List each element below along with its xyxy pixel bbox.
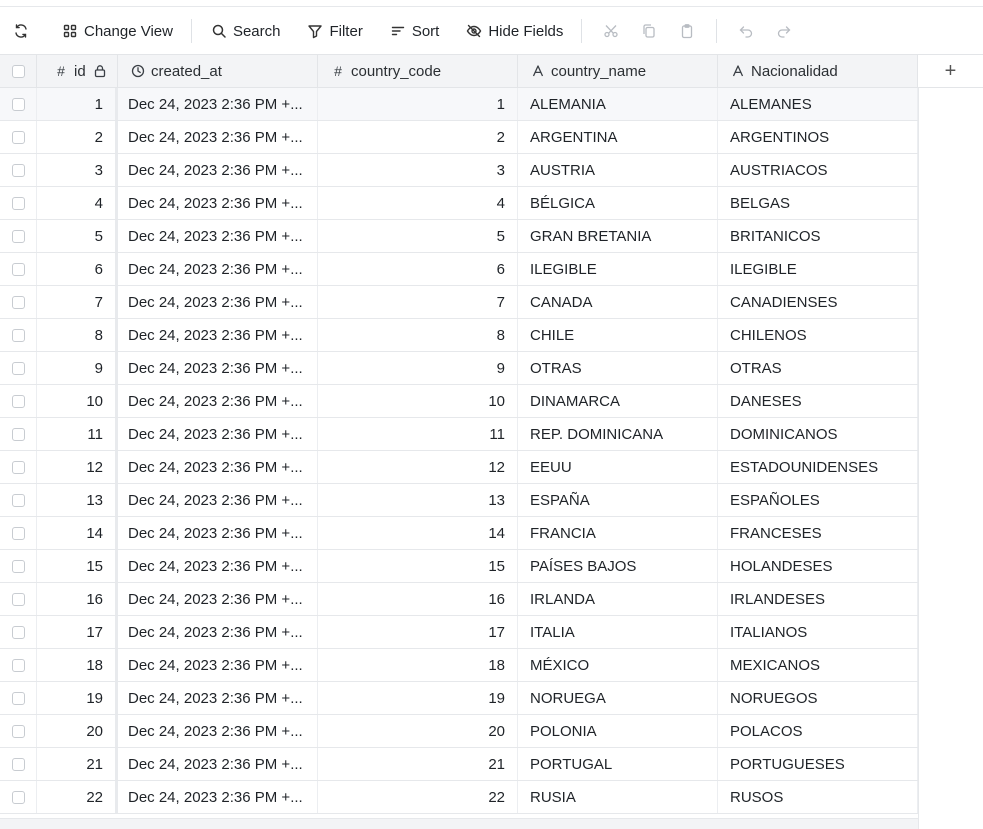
cell-id[interactable]: 17 xyxy=(37,616,118,648)
add-column-button[interactable] xyxy=(918,54,983,88)
row-checkbox[interactable] xyxy=(12,758,25,771)
table-row[interactable] xyxy=(0,187,918,220)
cell-id[interactable]: 5 xyxy=(37,220,118,252)
row-checkbox[interactable] xyxy=(12,527,25,540)
row-checkbox[interactable] xyxy=(12,131,25,144)
cell-country-code[interactable]: 2 xyxy=(318,121,518,153)
cell-id[interactable]: 21 xyxy=(37,748,118,780)
refresh-icon xyxy=(13,23,29,39)
cell-nacionalidad[interactable]: OTRAS xyxy=(718,352,918,384)
cell-nacionalidad[interactable]: HOLANDESES xyxy=(718,550,918,582)
cell-country-code[interactable]: 21 xyxy=(318,748,518,780)
cell-country-name[interactable]: GRAN BRETANIA xyxy=(518,220,718,252)
cell-nacionalidad[interactable]: BELGAS xyxy=(718,187,918,219)
row-select-cell[interactable] xyxy=(0,352,37,384)
cell-id[interactable]: 10 xyxy=(37,385,118,417)
row-checkbox[interactable] xyxy=(12,263,25,276)
cell-country-name[interactable]: NORUEGA xyxy=(518,682,718,714)
column-header-label: Nacionalidad xyxy=(751,62,838,80)
cell-id[interactable]: 9 xyxy=(37,352,118,384)
row-checkbox[interactable] xyxy=(12,461,25,474)
sort-icon xyxy=(389,22,407,40)
cell-created-at[interactable]: Dec 24, 2023 2:36 PM +... xyxy=(118,385,318,417)
row-select-cell[interactable] xyxy=(0,154,37,186)
cell-created-at[interactable]: Dec 24, 2023 2:36 PM +... xyxy=(118,121,318,153)
cell-country-name[interactable]: POLONIA xyxy=(518,715,718,747)
row-select-cell[interactable] xyxy=(0,649,37,681)
cell-created-at[interactable]: Dec 24, 2023 2:36 PM +... xyxy=(118,253,318,285)
paste-button[interactable] xyxy=(672,16,702,46)
cell-created-at[interactable]: Dec 24, 2023 2:36 PM +... xyxy=(118,154,318,186)
toolbar-divider xyxy=(716,19,717,43)
cell-nacionalidad[interactable]: RUSOS xyxy=(718,781,918,813)
table-row[interactable] xyxy=(0,748,918,781)
row-checkbox[interactable] xyxy=(12,296,25,309)
table-row[interactable] xyxy=(0,583,918,616)
cell-created-at[interactable]: Dec 24, 2023 2:36 PM +... xyxy=(118,682,318,714)
table-row[interactable] xyxy=(0,121,918,154)
row-checkbox[interactable] xyxy=(12,329,25,342)
row-checkbox[interactable] xyxy=(12,494,25,507)
table-row[interactable] xyxy=(0,616,918,649)
lock-icon xyxy=(92,63,108,79)
cell-id[interactable]: 16 xyxy=(37,583,118,615)
cell-country-name[interactable]: ARGENTINA xyxy=(518,121,718,153)
cell-country-name[interactable]: RUSIA xyxy=(518,781,718,813)
table-row[interactable] xyxy=(0,88,918,121)
redo-button[interactable] xyxy=(769,16,799,46)
text-type-icon xyxy=(530,63,546,79)
table-header xyxy=(0,54,918,88)
cell-id[interactable]: 18 xyxy=(37,649,118,681)
change-view-button[interactable] xyxy=(53,16,181,46)
cut-button[interactable] xyxy=(596,16,626,46)
search-label: Search xyxy=(232,22,281,40)
cell-country-code[interactable]: 18 xyxy=(318,649,518,681)
column-header-label: created_at xyxy=(151,62,222,80)
cell-country-code[interactable]: 7 xyxy=(318,286,518,318)
cell-id[interactable]: 13 xyxy=(37,484,118,516)
cell-created-at[interactable]: Dec 24, 2023 2:36 PM +... xyxy=(118,88,318,120)
hide-fields-label: Hide Fields xyxy=(488,22,564,40)
redo-icon xyxy=(776,23,792,39)
cell-created-at[interactable]: Dec 24, 2023 2:36 PM +... xyxy=(118,484,318,516)
row-checkbox[interactable] xyxy=(12,362,25,375)
cell-id[interactable]: 2 xyxy=(37,121,118,153)
table-row[interactable] xyxy=(0,286,918,319)
cell-nacionalidad[interactable]: PORTUGUESES xyxy=(718,748,918,780)
copy-icon xyxy=(641,23,657,39)
search-button[interactable] xyxy=(202,16,289,46)
sort-button[interactable] xyxy=(381,16,448,46)
column-header-created-at[interactable] xyxy=(118,55,318,87)
row-checkbox[interactable] xyxy=(12,692,25,705)
table-body xyxy=(0,88,918,814)
cell-country-name[interactable]: CHILE xyxy=(518,319,718,351)
cell-nacionalidad[interactable]: ESTADOUNIDENSES xyxy=(718,451,918,483)
cell-country-name[interactable]: MÉXICO xyxy=(518,649,718,681)
cell-created-at[interactable]: Dec 24, 2023 2:36 PM +... xyxy=(118,319,318,351)
cell-created-at[interactable]: Dec 24, 2023 2:36 PM +... xyxy=(118,616,318,648)
toolbar xyxy=(0,8,983,54)
column-header-label: id xyxy=(74,62,86,80)
cell-country-code[interactable]: 13 xyxy=(318,484,518,516)
cell-country-name[interactable]: ITALIA xyxy=(518,616,718,648)
sort-label: Sort xyxy=(411,22,440,40)
cell-country-code[interactable]: 3 xyxy=(318,154,518,186)
row-select-cell[interactable] xyxy=(0,682,37,714)
table-row[interactable] xyxy=(0,517,918,550)
cell-country-name[interactable]: IRLANDA xyxy=(518,583,718,615)
cell-id[interactable]: 12 xyxy=(37,451,118,483)
plus-icon: + xyxy=(944,59,957,82)
cell-nacionalidad[interactable]: ILEGIBLE xyxy=(718,253,918,285)
cell-country-code[interactable]: 22 xyxy=(318,781,518,813)
cell-id[interactable]: 20 xyxy=(37,715,118,747)
cell-country-code[interactable]: 5 xyxy=(318,220,518,252)
row-checkbox[interactable] xyxy=(12,659,25,672)
cell-created-at[interactable]: Dec 24, 2023 2:36 PM +... xyxy=(118,550,318,582)
hide-fields-button[interactable] xyxy=(457,16,571,46)
cell-created-at[interactable]: Dec 24, 2023 2:36 PM +... xyxy=(118,187,318,219)
cell-created-at[interactable]: Dec 24, 2023 2:36 PM +... xyxy=(118,715,318,747)
cell-country-code[interactable]: 8 xyxy=(318,319,518,351)
column-header-label: country_code xyxy=(351,62,442,80)
cell-country-code[interactable]: 4 xyxy=(318,187,518,219)
cell-country-name[interactable]: AUSTRIA xyxy=(518,154,718,186)
row-select-cell[interactable] xyxy=(0,253,37,285)
cell-id[interactable]: 7 xyxy=(37,286,118,318)
clock-icon xyxy=(130,63,146,79)
table-row[interactable] xyxy=(0,781,918,814)
cell-nacionalidad[interactable]: NORUEGOS xyxy=(718,682,918,714)
table-row[interactable] xyxy=(0,451,918,484)
column-header-id[interactable] xyxy=(37,55,118,87)
cell-nacionalidad[interactable]: CANADIENSES xyxy=(718,286,918,318)
cell-country-name[interactable]: FRANCIA xyxy=(518,517,718,549)
row-checkbox[interactable] xyxy=(12,230,25,243)
table-row[interactable] xyxy=(0,418,918,451)
clipboard-icon xyxy=(679,23,695,39)
filter-icon xyxy=(306,22,324,40)
copy-button[interactable] xyxy=(634,16,664,46)
cell-created-at[interactable]: Dec 24, 2023 2:36 PM +... xyxy=(118,517,318,549)
empty-area xyxy=(918,88,983,829)
cell-country-code[interactable]: 16 xyxy=(318,583,518,615)
row-select-cell[interactable] xyxy=(0,88,37,120)
row-checkbox[interactable] xyxy=(12,428,25,441)
table-row[interactable] xyxy=(0,154,918,187)
row-select-cell[interactable] xyxy=(0,451,37,483)
scissors-icon xyxy=(603,23,619,39)
row-select-cell[interactable] xyxy=(0,187,37,219)
change-view-label: Change View xyxy=(84,22,173,40)
table-row[interactable] xyxy=(0,649,918,682)
select-all-cell[interactable] xyxy=(0,55,37,87)
cell-nacionalidad[interactable]: AUSTRIACOS xyxy=(718,154,918,186)
cell-country-code[interactable]: 19 xyxy=(318,682,518,714)
row-select-cell[interactable] xyxy=(0,715,37,747)
row-select-cell[interactable] xyxy=(0,748,37,780)
cell-id[interactable]: 4 xyxy=(37,187,118,219)
grid-icon xyxy=(61,22,79,40)
cell-country-name[interactable]: REP. DOMINICANA xyxy=(518,418,718,450)
cell-created-at[interactable]: Dec 24, 2023 2:36 PM +... xyxy=(118,286,318,318)
cell-country-code[interactable]: 9 xyxy=(318,352,518,384)
row-checkbox[interactable] xyxy=(12,395,25,408)
cell-country-code[interactable]: 6 xyxy=(318,253,518,285)
row-select-cell[interactable] xyxy=(0,616,37,648)
undo-icon xyxy=(738,23,754,39)
row-checkbox[interactable] xyxy=(12,560,25,573)
cell-country-code[interactable]: 15 xyxy=(318,550,518,582)
number-type-icon: # xyxy=(57,63,65,79)
row-checkbox[interactable] xyxy=(12,164,25,177)
column-header-nacionalidad[interactable] xyxy=(718,55,918,87)
cell-created-at[interactable]: Dec 24, 2023 2:36 PM +... xyxy=(118,220,318,252)
cell-country-name[interactable]: BÉLGICA xyxy=(518,187,718,219)
refresh-button[interactable] xyxy=(6,16,36,46)
table-row[interactable] xyxy=(0,550,918,583)
row-select-cell[interactable] xyxy=(0,220,37,252)
cell-id[interactable]: 22 xyxy=(37,781,118,813)
row-checkbox[interactable] xyxy=(12,197,25,210)
row-checkbox[interactable] xyxy=(12,593,25,606)
cell-nacionalidad[interactable]: ARGENTINOS xyxy=(718,121,918,153)
cell-id[interactable]: 1 xyxy=(37,88,118,120)
cell-nacionalidad[interactable]: POLACOS xyxy=(718,715,918,747)
cell-id[interactable]: 15 xyxy=(37,550,118,582)
cell-nacionalidad[interactable]: ITALIANOS xyxy=(718,616,918,648)
table-row[interactable] xyxy=(0,484,918,517)
cell-country-name[interactable]: ILEGIBLE xyxy=(518,253,718,285)
cell-id[interactable]: 14 xyxy=(37,517,118,549)
cell-country-code[interactable]: 12 xyxy=(318,451,518,483)
eye-off-icon xyxy=(465,22,483,40)
cell-id[interactable]: 3 xyxy=(37,154,118,186)
cell-country-name[interactable]: DINAMARCA xyxy=(518,385,718,417)
cell-nacionalidad[interactable]: FRANCESES xyxy=(718,517,918,549)
row-checkbox[interactable] xyxy=(12,626,25,639)
row-select-cell[interactable] xyxy=(0,583,37,615)
row-select-cell[interactable] xyxy=(0,781,37,813)
cell-country-name[interactable]: EEUU xyxy=(518,451,718,483)
cell-id[interactable]: 19 xyxy=(37,682,118,714)
cell-nacionalidad[interactable]: ALEMANES xyxy=(718,88,918,120)
search-icon xyxy=(210,22,228,40)
cell-country-name[interactable]: ALEMANIA xyxy=(518,88,718,120)
cell-country-name[interactable]: OTRAS xyxy=(518,352,718,384)
cell-country-code[interactable]: 11 xyxy=(318,418,518,450)
cell-nacionalidad[interactable]: BRITANICOS xyxy=(718,220,918,252)
table-row[interactable] xyxy=(0,385,918,418)
cell-created-at[interactable]: Dec 24, 2023 2:36 PM +... xyxy=(118,781,318,813)
cell-id[interactable]: 6 xyxy=(37,253,118,285)
row-select-cell[interactable] xyxy=(0,319,37,351)
table-row[interactable] xyxy=(0,319,918,352)
top-border xyxy=(0,0,983,7)
filter-button[interactable] xyxy=(298,16,370,46)
filter-label: Filter xyxy=(329,22,363,40)
text-type-icon xyxy=(730,63,746,79)
cell-created-at[interactable]: Dec 24, 2023 2:36 PM +... xyxy=(118,352,318,384)
toolbar-divider xyxy=(581,19,582,43)
cell-country-code[interactable]: 14 xyxy=(318,517,518,549)
cell-country-name[interactable]: PAÍSES BAJOS xyxy=(518,550,718,582)
cell-nacionalidad[interactable]: ESPAÑOLES xyxy=(718,484,918,516)
cell-created-at[interactable]: Dec 24, 2023 2:36 PM +... xyxy=(118,451,318,483)
select-all-checkbox[interactable] xyxy=(12,65,25,78)
cell-created-at[interactable]: Dec 24, 2023 2:36 PM +... xyxy=(118,583,318,615)
table-row[interactable] xyxy=(0,352,918,385)
cell-nacionalidad[interactable]: IRLANDESES xyxy=(718,583,918,615)
cell-country-code[interactable]: 17 xyxy=(318,616,518,648)
table-row[interactable] xyxy=(0,682,918,715)
column-header-country-name[interactable] xyxy=(518,55,718,87)
cell-nacionalidad[interactable]: DOMINICANOS xyxy=(718,418,918,450)
row-select-cell[interactable] xyxy=(0,418,37,450)
table-row[interactable] xyxy=(0,715,918,748)
column-header-label: country_name xyxy=(551,62,647,80)
table-row[interactable] xyxy=(0,220,918,253)
cell-country-name[interactable]: PORTUGAL xyxy=(518,748,718,780)
cell-nacionalidad[interactable]: DANESES xyxy=(718,385,918,417)
row-checkbox[interactable] xyxy=(12,725,25,738)
cell-country-code[interactable]: 10 xyxy=(318,385,518,417)
cell-nacionalidad[interactable]: CHILENOS xyxy=(718,319,918,351)
cell-id[interactable]: 8 xyxy=(37,319,118,351)
cell-country-name[interactable]: CANADA xyxy=(518,286,718,318)
table-row[interactable] xyxy=(0,253,918,286)
row-select-cell[interactable] xyxy=(0,286,37,318)
cell-nacionalidad[interactable]: MEXICANOS xyxy=(718,649,918,681)
column-header-country-code[interactable] xyxy=(318,55,518,87)
row-select-cell[interactable] xyxy=(0,121,37,153)
row-select-cell[interactable] xyxy=(0,550,37,582)
row-select-cell[interactable] xyxy=(0,517,37,549)
cell-created-at[interactable]: Dec 24, 2023 2:36 PM +... xyxy=(118,649,318,681)
row-checkbox[interactable] xyxy=(12,98,25,111)
cell-id[interactable]: 11 xyxy=(37,418,118,450)
horizontal-scrollbar[interactable] xyxy=(0,818,918,829)
row-select-cell[interactable] xyxy=(0,484,37,516)
cell-country-name[interactable]: ESPAÑA xyxy=(518,484,718,516)
row-checkbox[interactable] xyxy=(12,791,25,804)
cell-created-at[interactable]: Dec 24, 2023 2:36 PM +... xyxy=(118,418,318,450)
number-type-icon: # xyxy=(334,63,342,79)
row-select-cell[interactable] xyxy=(0,385,37,417)
cell-created-at[interactable]: Dec 24, 2023 2:36 PM +... xyxy=(118,748,318,780)
toolbar-divider xyxy=(191,19,192,43)
cell-country-code[interactable]: 20 xyxy=(318,715,518,747)
cell-country-code[interactable]: 1 xyxy=(318,88,518,120)
undo-button[interactable] xyxy=(731,16,761,46)
